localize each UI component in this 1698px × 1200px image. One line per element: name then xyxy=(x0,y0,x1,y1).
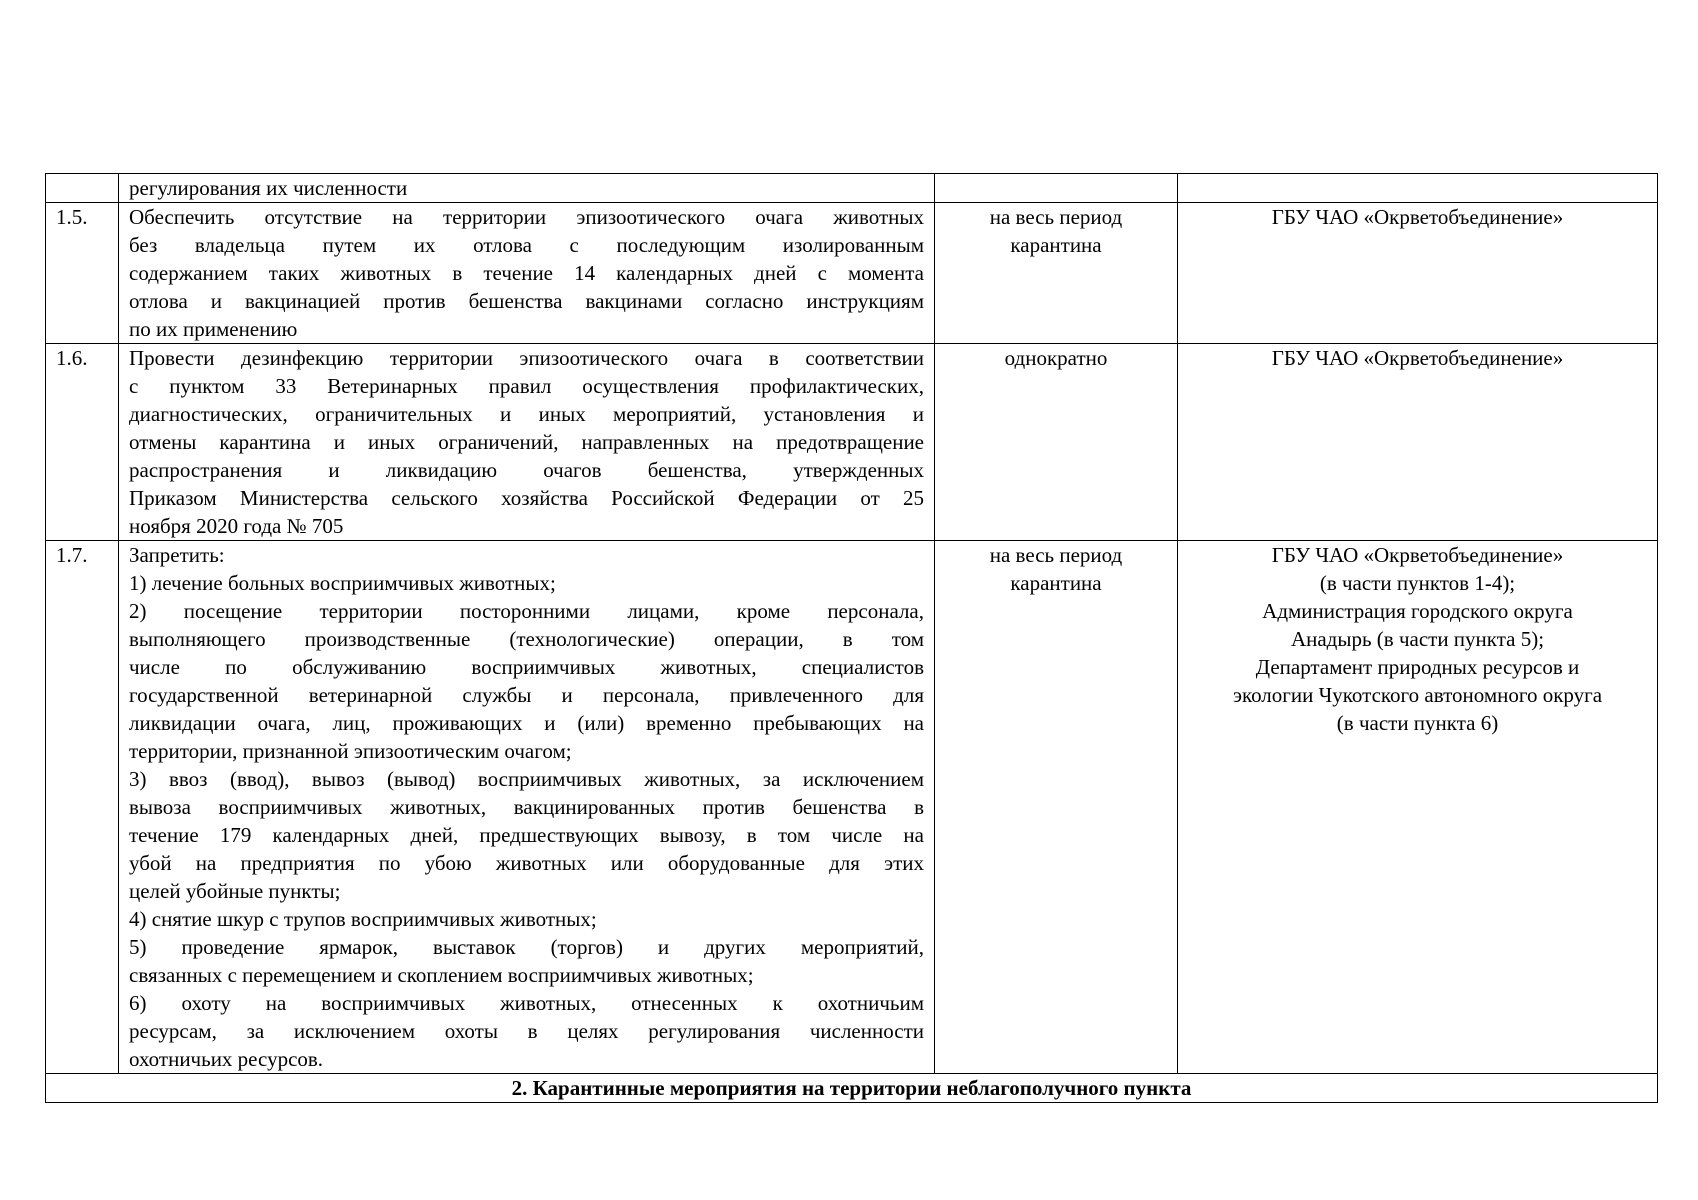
table-row xyxy=(46,344,1658,541)
responsible-cell: ГБУ ЧАО «Окрветобъединение» (в части пунктов 1-4); Администрация городского округа Анадырь (в части пункта 5); Департамент природных ресурсов и экологии Чукотского автономного округа (в части пункта 6) xyxy=(1178,541,1658,1074)
term-cell: однократно xyxy=(935,344,1178,541)
section-heading: 2. Карантинные мероприятия на территории неблагополучного пункта xyxy=(46,1074,1658,1103)
measure-text: Обеспечить отсутствие на территории эпизоотического очага животных без владельца путем их отлова с последующим изолированным содержанием таких животных в течение 14 календарных дней с момента отлова и вакцинацией против бешенства вакцинами согласно инструкциям по их применению xyxy=(119,203,935,344)
row-number: 1.7. xyxy=(46,541,119,1074)
row-number: 1.6. xyxy=(46,344,119,541)
table-row xyxy=(46,203,1658,344)
row-number xyxy=(46,174,119,203)
table-row xyxy=(46,174,1658,203)
measure-text: регулирования их численности xyxy=(119,174,935,203)
term-cell: на весь период карантина xyxy=(935,541,1178,1074)
row-number: 1.5. xyxy=(46,203,119,344)
section-heading-row xyxy=(46,1074,1658,1103)
term-cell: на весь период карантина xyxy=(935,203,1178,344)
measures-table xyxy=(45,173,1658,1103)
measure-text: Провести дезинфекцию территории эпизоотического очага в соответствии с пунктом 33 Ветеринарных правил осуществления профилактических, диагностических, ограничительных и иных мероприятий, установления и отмены карантина и иных ограничений, направленных на предотвращение распространения и ликвидацию очагов бешенства, утвержденных Приказом Министерства сельского хозяйства Российской Федерации от 25 ноября 2020 года № 705 xyxy=(119,344,935,541)
responsible-cell: ГБУ ЧАО «Окрветобъединение» xyxy=(1178,203,1658,344)
measure-text: Запретить: 1) лечение больных восприимчивых животных; 2) посещение территории посторонними лицами, кроме персонала, выполняющего производственные (технологические) операции, в том числе по обслуживанию восприимчивых животных, специалистов государственной ветеринарной службы и персонала, привлеченного для ликвидации очага, лиц, проживающих и (или) временно пребывающих на территории, признанной эпизоотическим очагом; 3) ввоз (ввод), вывоз (вывод) восприимчивых животных, за исключением вывоза восприимчивых животных, вакцинированных против бешенства в течение 179 календарных дней, предшествующих вывозу, в том числе на убой на предприятия по убою животных или оборудованные для этих целей убойные пункты; 4) снятие шкур с трупов восприимчивых животных; 5) проведение ярмарок, выставок (торгов) и других мероприятий, связанных с перемещением и скоплением восприимчивых животных; 6) охоту на восприимчивых животных, отнесенных к охотничьим ресурсам, за исключением охоты в целях регулирования численности охотничьих ресурсов. xyxy=(119,541,935,1074)
responsible-cell xyxy=(1178,174,1658,203)
table-row xyxy=(46,541,1658,1074)
responsible-cell: ГБУ ЧАО «Окрветобъединение» xyxy=(1178,344,1658,541)
term-cell xyxy=(935,174,1178,203)
